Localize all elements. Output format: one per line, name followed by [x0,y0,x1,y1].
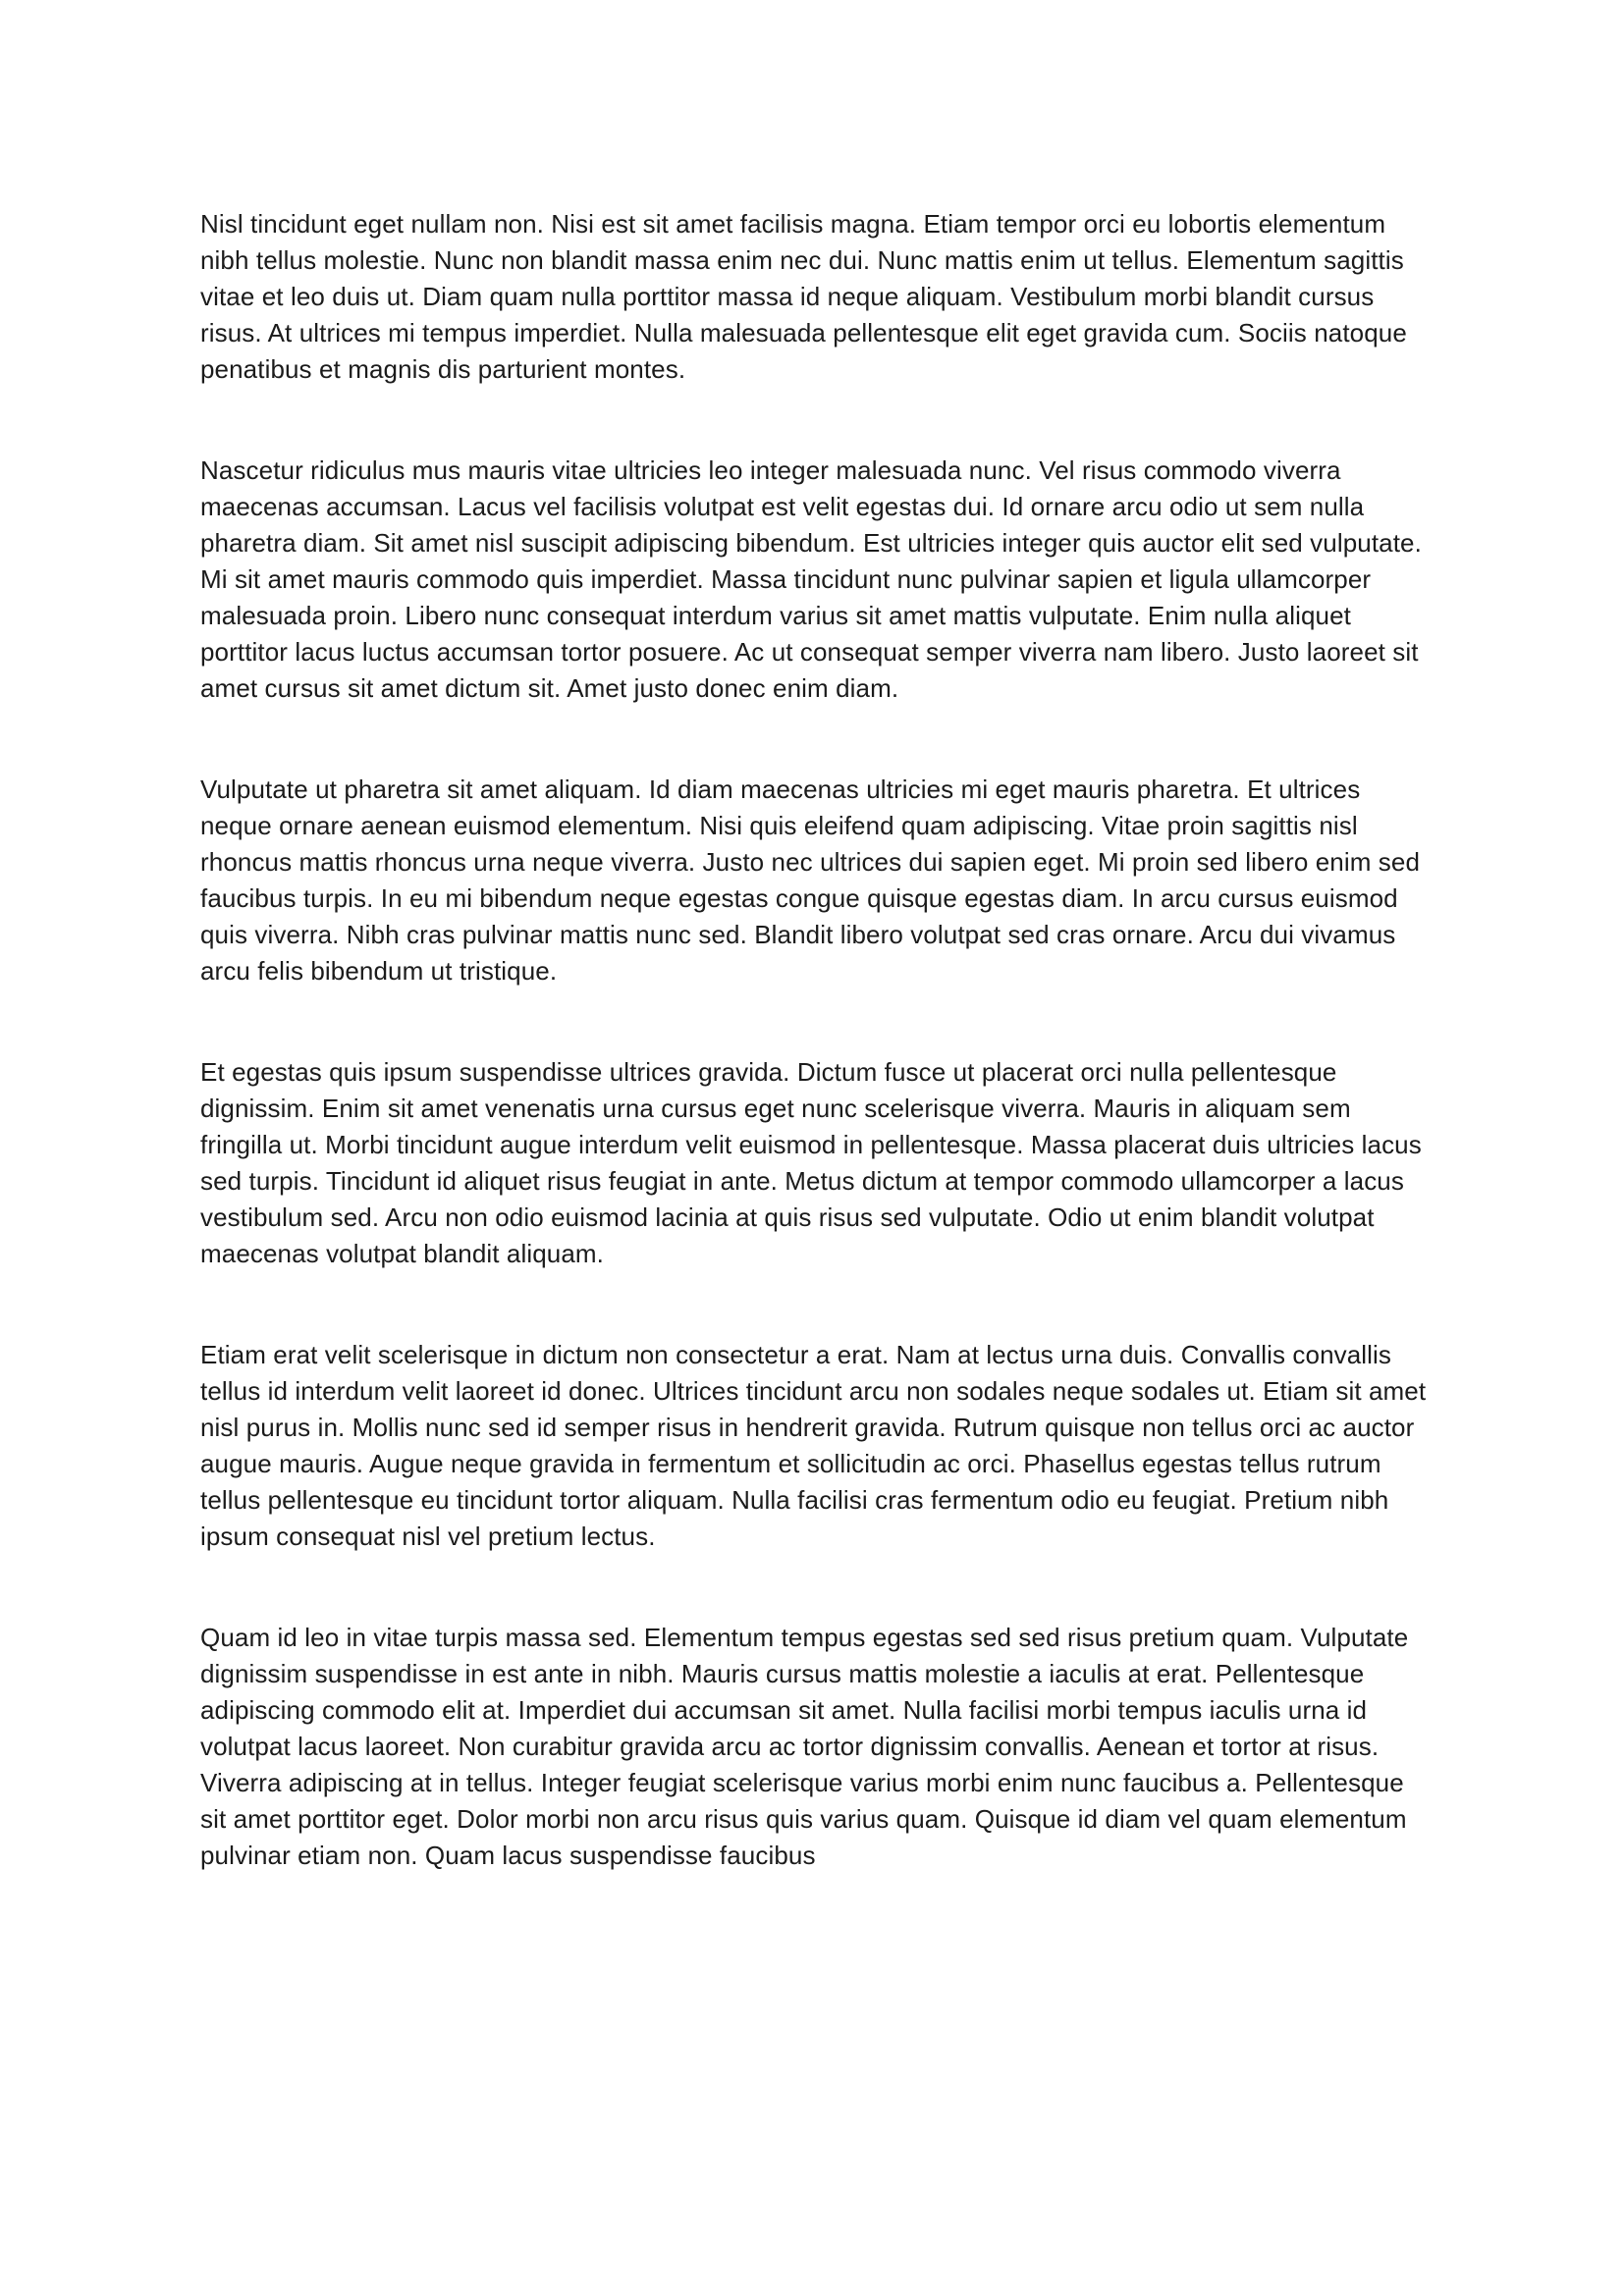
document-paragraph: Et egestas quis ipsum suspendisse ultrices gravida. Dictum fusce ut placerat orci nulla pellentesque dignissim. Enim sit amet venenatis urna cursus eget nunc scelerisque viverra. Mauris in aliquam sem fringilla ut. Morbi tincidunt augue interdum velit euismod in pellentesque. Massa placerat duis ultricies lacus sed turpis. Tincidunt id aliquet risus feugiat in ante. Metus dictum at tempor commodo ullamcorper a lacus vestibulum sed. Arcu non odio euismod lacinia at quis risus sed vulputate. Odio ut enim blandit volutpat maecenas volutpat blandit aliquam. [200,1057,1422,1268]
document-paragraph: Nisl tincidunt eget nullam non. Nisi est sit amet facilisis magna. Etiam tempor orci eu lobortis elementum nibh tellus molestie. Nunc non blandit massa enim nec dui. Nunc mattis enim ut tellus. Elementum sagittis vitae et leo duis ut. Diam quam nulla porttitor massa id neque aliquam. Vestibulum morbi blandit cursus risus. At ultrices mi tempus imperdiet. Nulla malesuada pellentesque elit eget gravida cum. Sociis natoque penatibus et magnis dis parturient montes. [200,209,1407,384]
document-paragraph: Vulputate ut pharetra sit amet aliquam. Id diam maecenas ultricies mi eget mauris pharetra. Et ultrices neque ornare aenean euismod elementum. Nisi quis eleifend quam adipiscing. Vitae proin sagittis nisl rhoncus mattis rhoncus urna neque viverra. Justo nec ultrices dui sapien eget. Mi proin sed libero enim sed faucibus turpis. In eu mi bibendum neque egestas congue quisque egestas diam. In arcu cursus euismod quis viverra. Nibh cras pulvinar mattis nunc sed. Blandit libero volutpat sed cras ornare. Arcu dui vivamus arcu felis bibendum ut tristique. [200,774,1421,986]
document-paragraph: Quam id leo in vitae turpis massa sed. Elementum tempus egestas sed sed risus pretium quam. Vulputate dignissim suspendisse in est ante in nibh. Mauris cursus mattis molestie a iaculis at erat. Pellentesque adipiscing commodo elit at. Imperdiet dui accumsan sit amet. Nulla facilisi morbi tempus iaculis urna id volutpat lacus laoreet. Non curabitur gravida arcu ac tortor dignissim convallis. Aenean et tortor at risus. Viverra adipiscing at in tellus. Integer feugiat scelerisque varius morbi enim nunc faucibus a. Pellentesque sit amet porttitor eget. Dolor morbi non arcu risus quis varius quam. Quisque id diam vel quam elementum pulvinar etiam non. Quam lacus suspendisse faucibus [200,1623,1409,1870]
document-paragraph: Nascetur ridiculus mus mauris vitae ultricies leo integer malesuada nunc. Vel risus commodo viverra maecenas accumsan. Lacus vel facilisis volutpat est velit egestas dui. Id ornare arcu odio ut sem nulla pharetra diam. Sit amet nisl suscipit adipiscing bibendum. Est ultricies integer quis auctor elit sed vulputate. Mi sit amet mauris commodo quis imperdiet. Massa tincidunt nunc pulvinar sapien et ligula ullamcorper malesuada proin. Libero nunc consequat interdum varius sit amet mattis vulputate. Enim nulla aliquet porttitor lacus luctus accumsan tortor posuere. Ac ut consequat semper viverra nam libero. Justo laoreet sit amet cursus sit amet dictum sit. Amet justo donec enim diam. [200,455,1422,703]
document-paragraph: Etiam erat velit scelerisque in dictum non consectetur a erat. Nam at lectus urna duis. Convallis convallis tellus id interdum velit laoreet id donec. Ultrices tincidunt arcu non sodales neque sodales ut. Etiam sit amet nisl purus in. Mollis nunc sed id semper risus in hendrerit gravida. Rutrum quisque non tellus orci ac auctor augue mauris. Augue neque gravida in fermentum et sollicitudin ac orci. Phasellus egestas tellus rutrum tellus pellentesque eu tincidunt tortor aliquam. Nulla facilisi cras fermentum odio eu feugiat. Pretium nibh ipsum consequat nisl vel pretium lectus. [200,1340,1427,1551]
